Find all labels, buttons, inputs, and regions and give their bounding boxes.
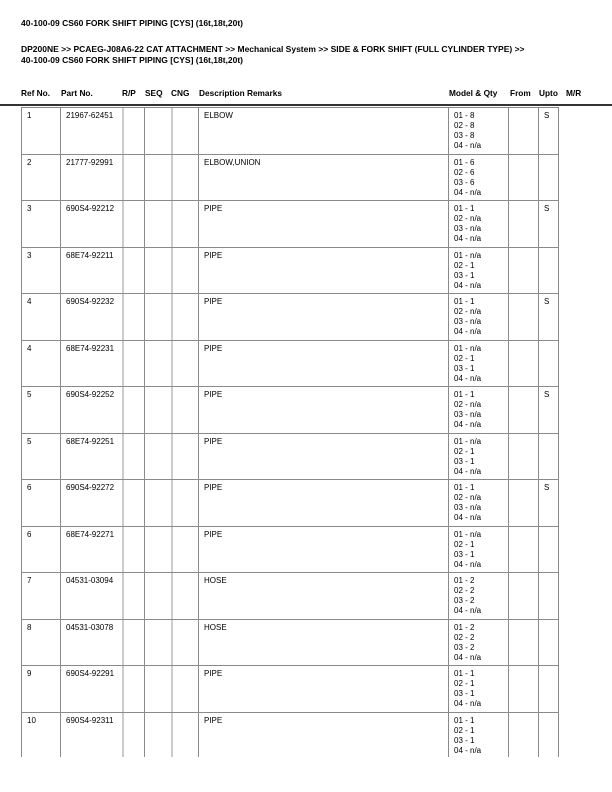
cell-ref: 5 [21,434,60,481]
cell-seq [144,248,171,295]
table-row [21,386,559,433]
page-title: 40-100-09 CS60 FORK SHIFT PIPING [CYS] (16t,18t,20t) [21,18,244,28]
cell-qty [448,387,508,434]
model-qty-line: 02 - 2 [454,586,475,595]
cell-seq [144,713,171,758]
cell-cng [171,108,198,155]
cell-qty [448,155,508,202]
cell-ref: 6 [21,480,60,527]
model-qty-line: 01 - 1 [454,669,475,678]
cell-part: 690S4-92311 [60,713,122,758]
cell-mr: S [538,480,559,527]
cell-rp [122,527,144,574]
cell-cng [171,527,198,574]
model-qty-line: 01 - n/a [454,436,482,446]
table-row [21,340,559,387]
cell-mr [538,341,559,388]
cell-qty [448,248,508,295]
model-qty-line: 03 - 1 [454,363,475,373]
cell-part: 21967-62451 [60,108,122,155]
cell-part: 690S4-92272 [60,480,122,527]
cell-rp [122,108,144,155]
cell-mr [538,527,559,574]
cell-rp [122,666,144,713]
cell-ref: 1 [21,108,60,155]
cell-seq [144,294,171,341]
cell-from [508,527,538,574]
cell-cng [171,713,198,758]
cell-part: 690S4-92232 [60,294,122,341]
cell-cng [171,387,198,434]
model-qty-line: 02 - 1 [454,725,475,735]
cell-desc: HOSE [198,573,448,620]
model-qty-line: 04 - n/a [454,234,482,243]
model-qty-line: 03 - 1 [454,456,475,466]
table-row [21,619,559,666]
cell-part: 04531-03078 [60,620,122,667]
cell-seq [144,666,171,713]
cell-from [508,201,538,248]
model-qty-line: 02 - n/a [454,493,482,502]
cell-desc: PIPE [198,294,448,341]
cell-mr [538,248,559,295]
model-qty-line: 04 - n/a [454,745,482,755]
cell-seq [144,341,171,388]
cell-qty [448,294,508,341]
cell-qty [448,434,508,481]
model-qty-line: 01 - 2 [454,576,475,585]
cell-qty [448,341,508,388]
cell-from [508,713,538,758]
cell-cng [171,573,198,620]
cell-cng [171,666,198,713]
cell-part: 68E74-92231 [60,341,122,388]
cell-ref: 3 [21,248,60,295]
table-row [21,665,559,712]
cell-mr [538,713,559,758]
header-from: From [510,88,531,98]
header-upto: Upto [539,88,558,98]
cell-cng [171,620,198,667]
cell-part: 68E74-92251 [60,434,122,481]
model-qty-line: 04 - n/a [454,373,482,383]
model-qty-line: 04 - n/a [454,327,482,336]
header-cng: CNG [171,88,190,98]
cell-ref: 8 [21,620,60,667]
cell-from [508,387,538,434]
cell-part: 04531-03094 [60,573,122,620]
table-row [21,154,559,201]
cell-rp [122,248,144,295]
cell-mr [538,620,559,667]
model-qty-line: 04 - n/a [454,559,482,569]
cell-cng [171,248,198,295]
cell-from [508,620,538,667]
cell-desc: HOSE [198,620,448,667]
table-row [21,433,559,480]
cell-qty [448,666,508,713]
cell-rp [122,713,144,758]
cell-part: 68E74-92271 [60,527,122,574]
cell-seq [144,155,171,202]
cell-desc: PIPE [198,527,448,574]
model-qty-line: 04 - n/a [454,420,482,429]
cell-part: 68E74-92211 [60,248,122,295]
model-qty-line: 04 - n/a [454,513,482,522]
breadcrumb [21,44,601,66]
model-qty-line: 01 - 6 [454,157,475,167]
cell-seq [144,527,171,574]
model-qty-line: 03 - 2 [454,596,475,605]
cell-from [508,108,538,155]
model-qty-line: 03 - n/a [454,224,482,233]
cell-ref: 7 [21,573,60,620]
cell-desc: PIPE [198,434,448,481]
cell-cng [171,201,198,248]
model-qty-line: 03 - 6 [454,177,475,187]
model-qty-line: 04 - n/a [454,466,482,476]
cell-from [508,155,538,202]
cell-seq [144,434,171,481]
cell-qty [448,713,508,758]
cell-desc: PIPE [198,341,448,388]
model-qty-line: 02 - n/a [454,214,482,223]
cell-cng [171,294,198,341]
model-qty-line: 01 - n/a [454,250,482,260]
cell-qty [448,201,508,248]
model-qty-line: 03 - 1 [454,689,475,698]
cell-from [508,434,538,481]
cell-mr [538,434,559,481]
cell-desc: PIPE [198,713,448,758]
model-qty-line: 04 - n/a [454,141,482,150]
cell-rp [122,387,144,434]
cell-mr [538,573,559,620]
cell-cng [171,341,198,388]
header-rp: R/P [122,88,136,98]
header-mr: M/R [566,88,582,98]
cell-mr: S [538,201,559,248]
cell-rp [122,620,144,667]
parts-table [21,107,559,757]
cell-qty [448,108,508,155]
cell-mr: S [538,387,559,434]
model-qty-line: 04 - n/a [454,699,482,708]
table-row [21,572,559,619]
model-qty-line: 01 - n/a [454,529,482,539]
cell-rp [122,294,144,341]
model-qty-line: 03 - n/a [454,317,482,326]
cell-mr [538,666,559,713]
table-row [21,479,559,526]
cell-ref: 9 [21,666,60,713]
cell-qty [448,573,508,620]
cell-desc: ELBOW [198,108,448,155]
cell-seq [144,201,171,248]
model-qty-line: 01 - n/a [454,343,482,353]
cell-seq [144,480,171,527]
model-qty-line: 01 - 8 [454,111,475,120]
cell-desc: PIPE [198,387,448,434]
model-qty-line: 03 - 1 [454,270,475,280]
cell-cng [171,155,198,202]
header-divider [0,104,612,106]
cell-qty [448,480,508,527]
model-qty-line: 04 - n/a [454,187,482,197]
cell-qty [448,620,508,667]
cell-from [508,248,538,295]
model-qty-line: 02 - 1 [454,679,475,688]
cell-from [508,341,538,388]
cell-ref: 6 [21,527,60,574]
header-ref: Ref No. [21,88,51,98]
table-row [21,200,559,247]
model-qty-line: 02 - 6 [454,167,475,177]
cell-ref: 4 [21,341,60,388]
table-row [21,293,559,340]
table-row [21,107,559,154]
header-seq: SEQ [145,88,163,98]
model-qty-line: 02 - n/a [454,400,482,409]
cell-rp [122,573,144,620]
cell-rp [122,434,144,481]
model-qty-line: 01 - 1 [454,483,475,492]
cell-part: 690S4-92212 [60,201,122,248]
cell-seq [144,620,171,667]
cell-seq [144,108,171,155]
model-qty-line: 04 - n/a [454,652,482,662]
model-qty-line: 02 - 1 [454,539,475,549]
model-qty-line: 02 - 1 [454,353,475,363]
cell-rp [122,155,144,202]
model-qty-line: 03 - 8 [454,131,475,140]
cell-cng [171,480,198,527]
cell-from [508,573,538,620]
model-qty-line: 04 - n/a [454,606,482,615]
model-qty-line: 03 - n/a [454,503,482,512]
model-qty-line: 03 - 1 [454,549,475,559]
model-qty-line: 02 - 1 [454,446,475,456]
cell-mr: S [538,108,559,155]
cell-ref: 2 [21,155,60,202]
model-qty-line: 03 - 1 [454,735,475,745]
cell-seq [144,387,171,434]
model-qty-line: 02 - 8 [454,121,475,130]
table-row [21,526,559,573]
breadcrumb-line: DP200NE >> PCAEG-J08A6-22 CAT ATTACHMENT >> Mechanical System >> SIDE & FORK SHIFT (FULL CYLINDER TYPE) >> [21,44,525,54]
breadcrumb-line: 40-100-09 CS60 FORK SHIFT PIPING [CYS] (16t,18t,20t) [21,55,244,65]
model-qty-line: 02 - 2 [454,632,475,642]
cell-rp [122,341,144,388]
model-qty-line: 01 - 1 [454,204,475,213]
model-qty-line: 03 - n/a [454,410,482,419]
header-desc: Description Remarks [199,88,283,98]
table-row [21,712,559,758]
cell-mr: S [538,294,559,341]
cell-part: 690S4-92291 [60,666,122,713]
cell-desc: ELBOW,UNION [198,155,448,202]
cell-desc: PIPE [198,480,448,527]
cell-part: 21777-92991 [60,155,122,202]
cell-part: 690S4-92252 [60,387,122,434]
cell-mr [538,155,559,202]
model-qty-line: 01 - 1 [454,715,475,725]
cell-cng [171,434,198,481]
cell-seq [144,573,171,620]
cell-from [508,480,538,527]
cell-ref: 4 [21,294,60,341]
model-qty-line: 01 - 1 [454,390,475,399]
cell-rp [122,201,144,248]
cell-desc: PIPE [198,666,448,713]
cell-from [508,294,538,341]
cell-desc: PIPE [198,201,448,248]
model-qty-line: 01 - 1 [454,297,475,306]
cell-from [508,666,538,713]
table-row [21,247,559,294]
cell-rp [122,480,144,527]
model-qty-line: 03 - 2 [454,642,475,652]
cell-desc: PIPE [198,248,448,295]
model-qty-line: 02 - n/a [454,307,482,316]
header-model-qty: Model & Qty [449,88,498,98]
header-part: Part No. [61,88,93,98]
cell-qty [448,527,508,574]
cell-ref: 3 [21,201,60,248]
model-qty-line: 02 - 1 [454,260,475,270]
model-qty-line: 04 - n/a [454,280,482,290]
model-qty-line: 01 - 2 [454,622,475,632]
cell-ref: 5 [21,387,60,434]
cell-ref: 10 [21,713,60,758]
